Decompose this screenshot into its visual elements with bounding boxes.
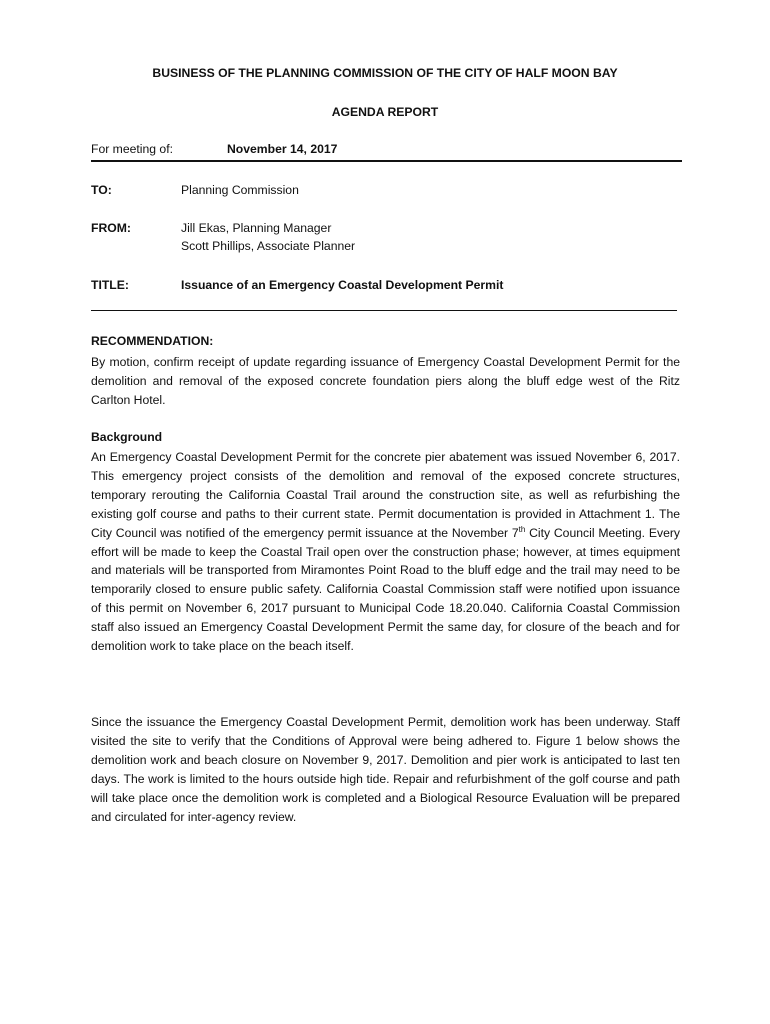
header-divider (91, 160, 682, 162)
recommendation-heading: RECOMMENDATION: (91, 334, 214, 348)
background-paragraph (91, 448, 680, 656)
meeting-date: November 14, 2017 (227, 142, 338, 156)
background-text-part2: City Council Meeting. Every effort will be made to keep the Coastal Trail open over the construction phase; however, at times equipment and materials will be transported from Miramontes Point Road to the bluff edge and the trail may need to be temporarily closed to ensure public safety. California Coastal Commission staff were notified upon issuance of this permit on November 6, 2017 pursuant to Municipal Code 18.20.040. California Coastal Commission staff also issued an Emergency Coastal Development Permit the same day, for closure of the beach and for demolition work to take place on the beach itself. (91, 525, 681, 654)
title-divider (91, 310, 677, 311)
document-title: BUSINESS OF THE PLANNING COMMISSION OF THE CITY OF HALF MOON BAY (152, 66, 618, 80)
from-value-line1: Jill Ekas, Planning Manager (181, 221, 332, 235)
background-text-superscript: th (518, 524, 526, 534)
meeting-row (91, 142, 681, 160)
to-label: TO: (91, 183, 112, 197)
title-value: Issuance of an Emergency Coastal Development Permit (181, 278, 504, 292)
meeting-label: For meeting of: (91, 142, 173, 156)
document-subtitle: AGENDA REPORT (331, 105, 439, 119)
title-label: TITLE: (91, 278, 129, 292)
to-value: Planning Commission (181, 183, 299, 197)
from-label: FROM: (91, 221, 131, 235)
background-heading: Background (91, 430, 163, 444)
since-paragraph: Since the issuance the Emergency Coastal Development Permit, demolition work has been underway. Staff visited the site to verify that the Conditions of Approval were being adhered to. Figure 1 below shows the demolition work and beach closure on November 9, 2017. Demolition and pier work is anticipated to last ten days. The work is limited to the hours outside high tide. Repair and refurbishment of the golf course and path will take place once the demolition work is completed and a Biological Resource Evaluation will be prepared and circulated for inter-agency review. (91, 715, 680, 824)
from-value-line2: Scott Phillips, Associate Planner (181, 239, 356, 253)
background-text-part1: An Emergency Coastal Development Permit for the concrete pier abatement was issued November 6, 2017. This emergency project consists of the demolition and removal of the exposed concrete structures, temporary rerouting the California Coastal Trail around the construction site, as well as refurbishing the existing golf course and paths to their current state. Permit documentation is provided in Attachment 1. The City Council was notified of the emergency permit issuance at the November 7 (91, 450, 680, 540)
recommendation-paragraph: By motion, confirm receipt of update regarding issuance of Emergency Coastal Development Permit for the demolition and removal of the exposed concrete foundation piers along the bluff edge west of the Ritz Carlton Hotel. (91, 355, 680, 407)
